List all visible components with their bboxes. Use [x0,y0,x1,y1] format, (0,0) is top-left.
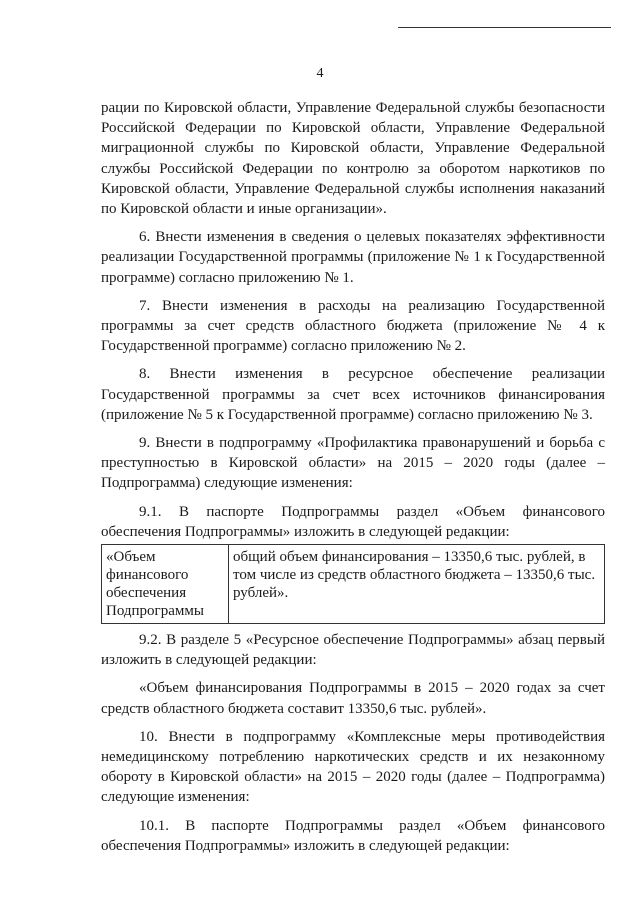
paragraph-item-9-2: 9.2. В разделе 5 «Ресурсное обеспечение Подпрограммы» абзац первый изложить в следующей редакции: [101,632,605,669]
page-number: 4 [316,66,324,81]
paragraph-item-10: 10. Внести в подпрограмму «Комплексные меры противодействия немедицинскому потреблению наркотических средств и их незаконному обороту в Кировской области» на 2015 – 2020 годы (далее – Подпрограмма) следующие изменения: [101,728,605,806]
passport-label-cell: «Объем финансового обеспечения Подпрограммы [102,545,229,624]
paragraph-item-6: 6. Внести изменения в сведения о целевых показателях эффективности реализации Государственной программы (приложение № 1 к Государственной программе) согласно приложению № 1. [101,229,605,286]
paragraph-item-7: 7. Внести изменения в расходы на реализацию Государственной программы за счет средств областного бюджета (приложение № 4 к Государственной программе) согласно приложению № 2. [101,297,605,355]
paragraph-quote-funding: «Объем финансирования Подпрограммы в 2015 – 2020 годах за счет средств областного бюджета составит 13350,6 тыс. рублей». [101,680,605,717]
paragraph-item-9-1: 9.1. В паспорте Подпрограммы раздел «Объем финансового обеспечения Подпрограммы» изложить в следующей редакции: [101,503,605,540]
document-body [101,98,605,856]
paragraph-item-9: 9. Внести в подпрограмму «Профилактика правонарушений и борьба с преступностью в Кировской области» на 2015 – 2020 годы (далее – Подпрограмма) следующие изменения: [101,435,605,492]
passport-value-cell: общий объем финансирования – 13350,6 тыс. рублей, в том числе из средств областного бюджета – 13350,6 тыс. рублей». [229,545,605,624]
header-rule [398,27,611,28]
table-row [102,545,605,624]
paragraph-item-10-1: 10.1. В паспорте Подпрограммы раздел «Объем финансового обеспечения Подпрограммы» изложить в следующей редакции: [101,817,605,854]
passport-table [101,544,605,624]
paragraph-item-8: 8. Внести изменения в ресурсное обеспечение реализации Государственной программы за счет всех источников финансирования (приложение № 5 к Государственной программе) согласно приложению № 3. [101,366,605,423]
paragraph-continuation: рации по Кировской области, Управление Федеральной службы безопасности Российской Федерации по Кировской области, Управление Федеральной миграционной службы по Кировской области, Управление Федеральной службы Российской Федерации по контролю за оборотом наркотиков по Кировской области, Управление Федеральной службы исполнения наказаний по Кировской области и иные организации». [101,100,605,218]
